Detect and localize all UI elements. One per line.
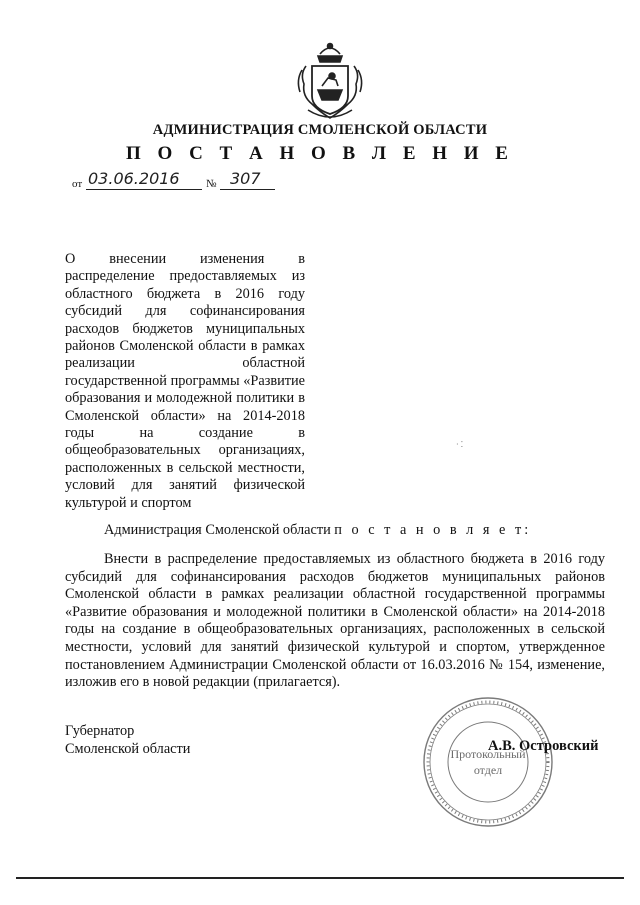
signatory-position-line2: Смоленской области bbox=[65, 741, 191, 757]
stamp-inner-line2: отдел bbox=[473, 763, 503, 777]
official-stamp bbox=[418, 692, 558, 832]
number-label: № bbox=[206, 178, 217, 190]
page-bottom-rule bbox=[16, 877, 624, 879]
scan-speck: · ⁚ bbox=[456, 440, 464, 449]
preamble-verb: п о с т а н о в л я е т: bbox=[334, 522, 532, 538]
preamble bbox=[104, 522, 531, 539]
preamble-lead: Администрация Смоленской области bbox=[104, 522, 331, 538]
signatory-position bbox=[65, 722, 190, 758]
document-subject: О внесении изменения в распределение предоставляемых из областного бюджета в 2016 году субсидий для софинансирования расходов бюджетов муниципальных районов Смоленской области в рамках реализации областной государственной программы «Развитие образования и молодежной политики в Смоленской области» на 2014-2018 годы на создание в общеобразовательных организациях, расположенных в сельской местности, условий для занятий физической культурой и спортом bbox=[65, 251, 305, 511]
stamp-inner-line1: Протокольный bbox=[450, 747, 526, 761]
date-value: 03.06.2016 bbox=[88, 169, 180, 188]
number-value: 307 bbox=[230, 169, 261, 188]
signatory-position-line1: Губернатор bbox=[65, 723, 135, 739]
date-label: от bbox=[72, 178, 83, 190]
document-type: П О С Т А Н О В Л Е Н И Е bbox=[126, 143, 514, 164]
resolution-body: Внести в распределение предоставляемых из областного бюджета в 2016 году субсидий для софинансирования расходов бюджетов муниципальных районов Смоленской области в рамках реализации областной государственной программы «Развитие образования и молодежной политики в Смоленской области» на 2014-2018 годы на создание в общеобразовательных организациях, расположенных в сельской местности, условий для занятий физической культурой и спортом, утвержденное постановлением Администрации Смоленской области от 16.03.2016 № 154, изменение, изложив его в новой редакции (прилагается). bbox=[65, 551, 605, 691]
organization-name: АДМИНИСТРАЦИЯ СМОЛЕНСКОЙ ОБЛАСТИ bbox=[152, 122, 488, 138]
coat-of-arms-icon bbox=[292, 40, 368, 124]
signatory-name: А.В. Островский bbox=[488, 738, 599, 754]
